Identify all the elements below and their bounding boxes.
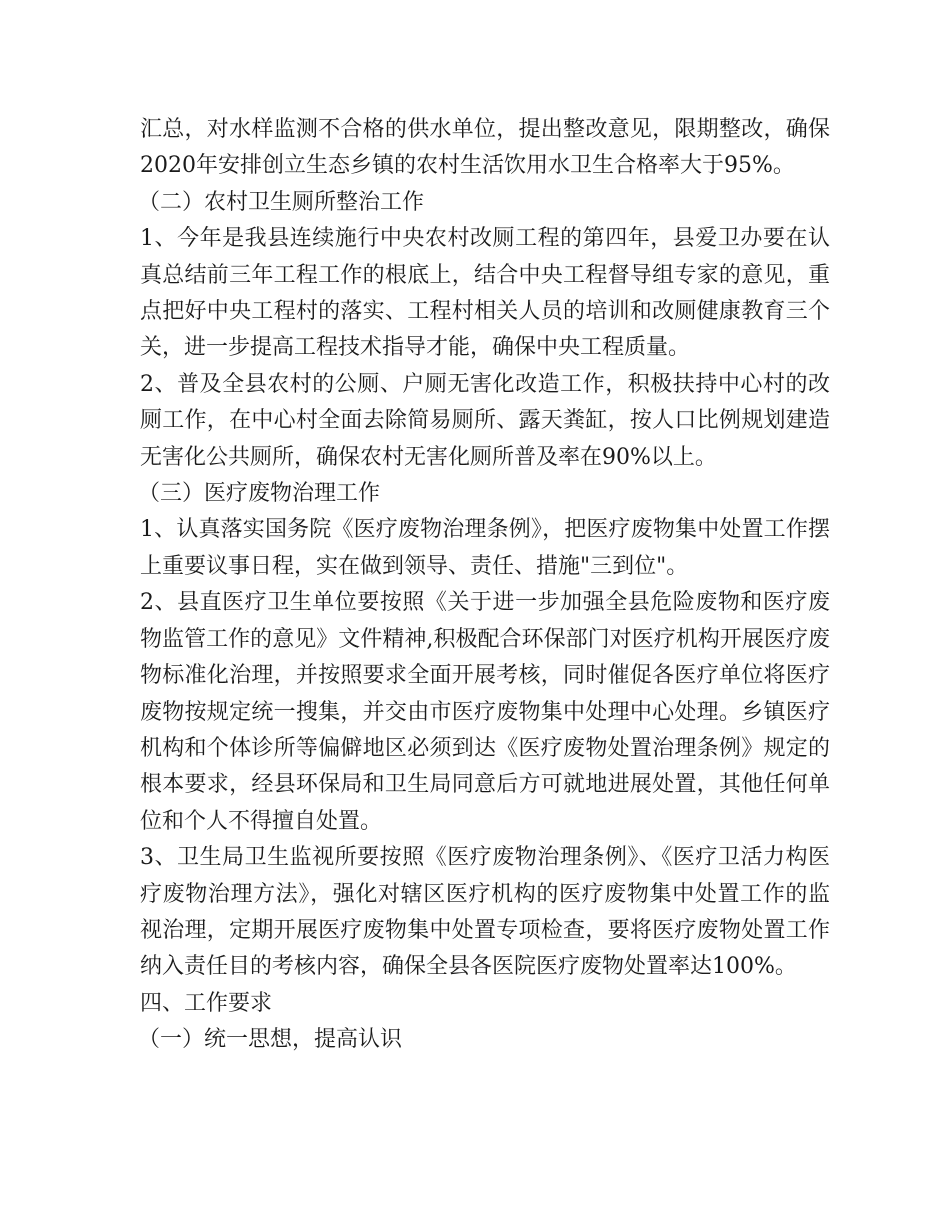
paragraph-waste-supervision: 3、卫生局卫生监视所要按照《医疗废物治理条例》、《医疗卫活力构医疗废物治理方法》，强化对辖区医疗机构的医疗废物集中处置工作的监视治理，定期开展医疗废物集中处置专项检查，要将医疗废物处置工作纳入责任目的考核内容，确保全县各医院医疗废物处置率达100%。 — [140, 845, 830, 980]
subsection-heading-unify-thinking: （一）统一思想，提高认识 — [138, 1027, 403, 1053]
section-heading-work-requirements: 四、工作要求 — [140, 990, 273, 1016]
section-heading-rural-toilets: （二）农村卫生厕所整治工作 — [138, 189, 425, 215]
paragraph-waste-collection: 2、县直医疗卫生单位要按照《关于进一步加强全县危险废物和医疗废物监管工作的意见》文件精神,积极配合环保部门对医疗机构开展医疗废物标准化治理，并按照要求全面开展考核，同时催促各医疗单位将医疗废物按规定统一搜集，并交由市医疗废物集中处理中心处理。乡镇医疗机构和个体诊所等偏僻地区必须到达《医疗废物处置治理条例》规定的根本要求，经县环保局和卫生局同意后方可就地进展处置，其他任何单位和个人不得擅自处置。 — [140, 590, 830, 834]
paragraph-toilet-renovation: 2、普及全县农村的公厕、户厕无害化改造工作，积极扶持中心村的改厕工作，在中心村全面去除简易厕所、露天粪缸，按人口比例规划建造无害化公共厕所，确保农村无害化厕所普及率在90%以上。 — [140, 371, 830, 470]
section-heading-medical-waste: （三）医疗废物治理工作 — [138, 481, 381, 507]
paragraph-waste-regulation: 1、认真落实国务院《医疗废物治理条例》，把医疗废物集中处置工作摆上重要议事日程，实在做到领导、责任、措施"三到位"。 — [140, 517, 830, 579]
paragraph-toilet-project: 1、今年是我县连续施行中央农村改厕工程的第四年，县爱卫办要在认真总结前三年工程工作的根底上，结合中央工程督导组专家的意见，重点把好中央工程村的落实、工程村相关人员的培训和改厕健康教育三个关，进一步提高工程技术指导才能，确保中央工程质量。 — [140, 226, 830, 361]
paragraph-water-quality: 汇总，对水样监测不合格的供水单位，提出整改意见，限期整改，确保2020年安排创立生态乡镇的农村生活饮用水卫生合格率大于95%。 — [140, 117, 830, 179]
document-body — [140, 112, 830, 1059]
